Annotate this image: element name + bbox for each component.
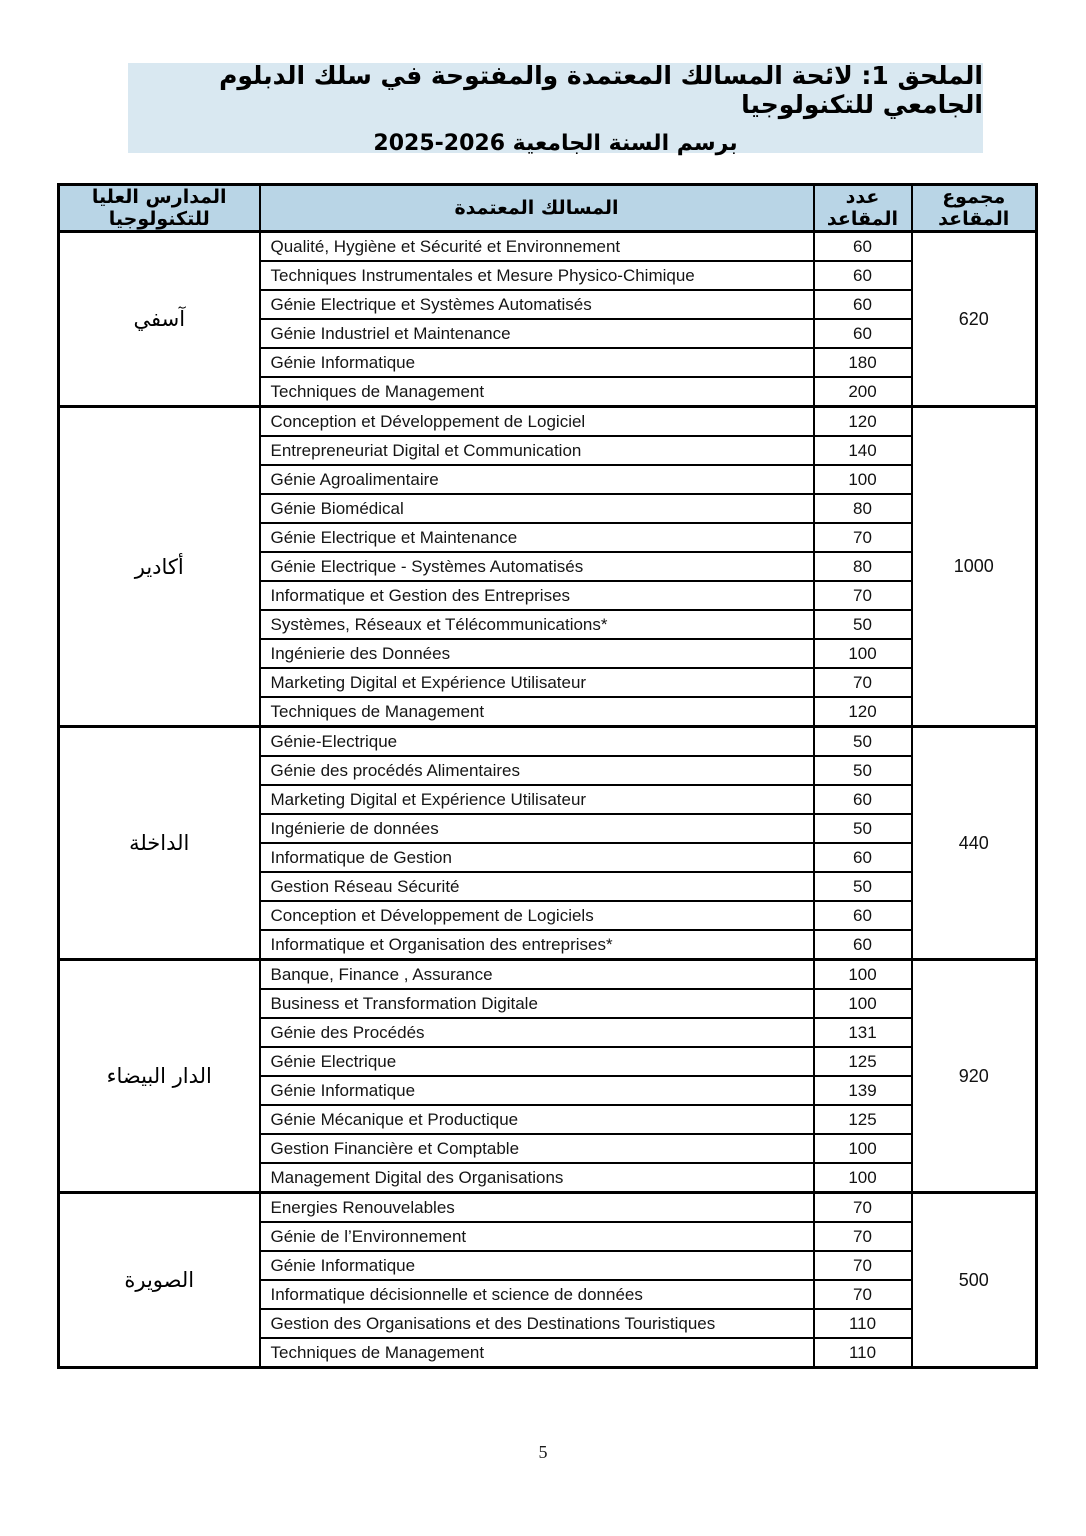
seats-cell: 60 [814, 901, 912, 930]
program-cell: Génie Mécanique et Productique [260, 1105, 814, 1134]
program-cell: Marketing Digital et Expérience Utilisateur [260, 785, 814, 814]
program-cell: Systèmes, Réseaux et Télécommunications* [260, 610, 814, 639]
seats-cell: 60 [814, 930, 912, 960]
seats-cell: 100 [814, 639, 912, 668]
program-cell: Génie des procédés Alimentaires [260, 756, 814, 785]
program-cell: Qualité, Hygiène et Sécurité et Environnement [260, 232, 814, 262]
program-cell: Entrepreneuriat Digital et Communication [260, 436, 814, 465]
seats-cell: 100 [814, 1134, 912, 1163]
seats-cell: 70 [814, 1193, 912, 1223]
program-cell: Gestion Réseau Sécurité [260, 872, 814, 901]
program-cell: Techniques de Management [260, 697, 814, 727]
seats-cell: 139 [814, 1076, 912, 1105]
table-row [59, 727, 1037, 757]
program-cell: Génie-Electrique [260, 727, 814, 757]
program-cell: Management Digital des Organisations [260, 1163, 814, 1193]
program-cell: Business et Transformation Digitale [260, 989, 814, 1018]
seats-cell: 200 [814, 377, 912, 407]
document-title: الملحق 1: لائحة المسالك المعتمدة والمفتوحة في سلك الدبلوم الجامعي للتكنولوجيا [219, 60, 983, 119]
seats-cell: 70 [814, 523, 912, 552]
header-programs: المسالك المعتمدة [260, 185, 814, 232]
program-cell: Informatique et Gestion des Entreprises [260, 581, 814, 610]
seats-cell: 50 [814, 872, 912, 901]
seats-cell: 110 [814, 1309, 912, 1338]
header-total: مجموع المقاعد [912, 185, 1037, 232]
program-cell: Conception et Développement de Logiciel [260, 407, 814, 437]
table-row [59, 407, 1037, 437]
program-cell: Ingénierie des Données [260, 639, 814, 668]
seats-cell: 180 [814, 348, 912, 377]
table-body [59, 232, 1037, 1368]
program-cell: Génie Electrique et Maintenance [260, 523, 814, 552]
table-header-row [59, 185, 1037, 232]
table-row [59, 960, 1037, 990]
seats-cell: 60 [814, 290, 912, 319]
program-cell: Génie Industriel et Maintenance [260, 319, 814, 348]
seats-cell: 70 [814, 1280, 912, 1309]
seats-cell: 131 [814, 1018, 912, 1047]
seats-cell: 80 [814, 494, 912, 523]
seats-cell: 100 [814, 989, 912, 1018]
school-cell: أكادير [59, 407, 260, 727]
seats-cell: 110 [814, 1338, 912, 1368]
program-cell: Techniques de Management [260, 377, 814, 407]
programs-table [57, 183, 1038, 1369]
program-cell: Ingénierie de données [260, 814, 814, 843]
program-cell: Génie Informatique [260, 1076, 814, 1105]
seats-cell: 60 [814, 261, 912, 290]
seats-cell: 50 [814, 727, 912, 757]
seats-cell: 60 [814, 319, 912, 348]
program-cell: Gestion des Organisations et des Destinations Touristiques [260, 1309, 814, 1338]
total-cell: 620 [912, 232, 1037, 407]
seats-cell: 60 [814, 232, 912, 262]
program-cell: Génie Biomédical [260, 494, 814, 523]
school-cell: الدار البيضاء [59, 960, 260, 1193]
program-cell: Génie Electrique et Systèmes Automatisés [260, 290, 814, 319]
total-cell: 500 [912, 1193, 1037, 1368]
program-cell: Génie Informatique [260, 348, 814, 377]
header-seats: عدد المقاعد [814, 185, 912, 232]
school-cell: الداخلة [59, 727, 260, 960]
program-cell: Techniques Instrumentales et Mesure Physico-Chimique [260, 261, 814, 290]
seats-cell: 120 [814, 697, 912, 727]
program-cell: Banque, Finance , Assurance [260, 960, 814, 990]
seats-cell: 120 [814, 407, 912, 437]
program-cell: Techniques de Management [260, 1338, 814, 1368]
programs-table-container [57, 183, 1038, 1369]
program-cell: Génie Agroalimentaire [260, 465, 814, 494]
seats-cell: 125 [814, 1105, 912, 1134]
program-cell: Gestion Financière et Comptable [260, 1134, 814, 1163]
title-box [128, 60, 983, 156]
program-cell: Génie Electrique [260, 1047, 814, 1076]
total-cell: 920 [912, 960, 1037, 1193]
seats-cell: 50 [814, 756, 912, 785]
program-cell: Conception et Développement de Logiciels [260, 901, 814, 930]
seats-cell: 80 [814, 552, 912, 581]
seats-cell: 100 [814, 465, 912, 494]
program-cell: Génie des Procédés [260, 1018, 814, 1047]
document-subtitle: برسم السنة الجامعية 2026-2025 [373, 130, 738, 156]
program-cell: Informatique décisionnelle et science de données [260, 1280, 814, 1309]
seats-cell: 100 [814, 960, 912, 990]
seats-cell: 70 [814, 1251, 912, 1280]
school-cell: الصويرة [59, 1193, 260, 1368]
table-row [59, 1193, 1037, 1223]
seats-cell: 60 [814, 843, 912, 872]
school-cell: آسفي [59, 232, 260, 407]
program-cell: Energies Renouvelables [260, 1193, 814, 1223]
seats-cell: 50 [814, 610, 912, 639]
header-schools: المدارس العليا للتكنولوجيا [59, 185, 260, 232]
page-number: 5 [538, 1442, 548, 1462]
program-cell: Informatique de Gestion [260, 843, 814, 872]
seats-cell: 70 [814, 581, 912, 610]
program-cell: Génie Informatique [260, 1251, 814, 1280]
seats-cell: 60 [814, 785, 912, 814]
seats-cell: 125 [814, 1047, 912, 1076]
total-cell: 1000 [912, 407, 1037, 727]
program-cell: Marketing Digital et Expérience Utilisateur [260, 668, 814, 697]
seats-cell: 50 [814, 814, 912, 843]
total-cell: 440 [912, 727, 1037, 960]
program-cell: Informatique et Organisation des entreprises* [260, 930, 814, 960]
seats-cell: 140 [814, 436, 912, 465]
table-row [59, 232, 1037, 262]
seats-cell: 100 [814, 1163, 912, 1193]
program-cell: Génie Electrique - Systèmes Automatisés [260, 552, 814, 581]
seats-cell: 70 [814, 1222, 912, 1251]
seats-cell: 70 [814, 668, 912, 697]
program-cell: Génie de l’Environnement [260, 1222, 814, 1251]
